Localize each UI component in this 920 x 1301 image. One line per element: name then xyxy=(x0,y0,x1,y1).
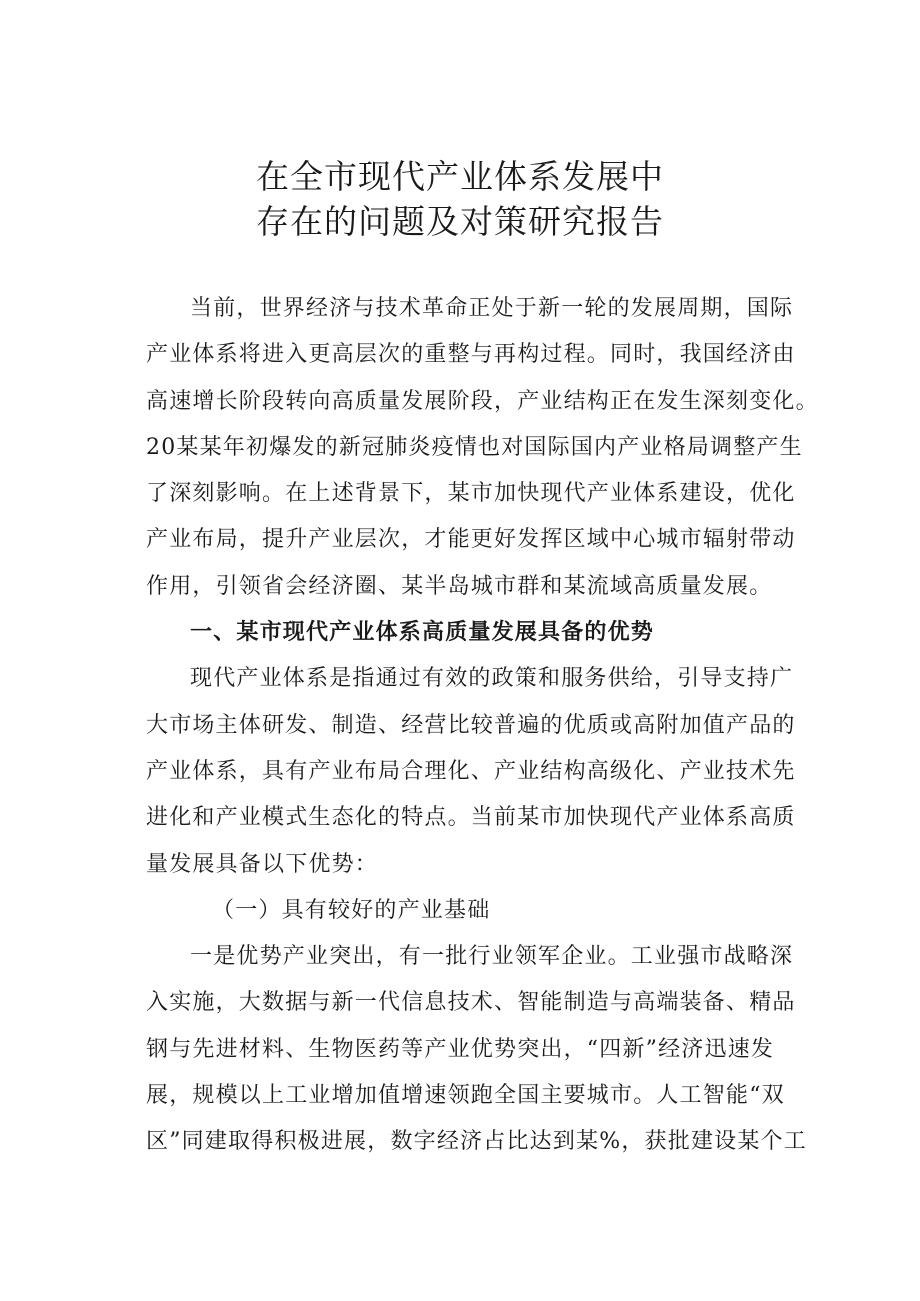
paragraph-line: 一是优势产业突出，有一批行业领军企业。工业强市战略深 xyxy=(190,944,794,970)
intro-paragraph xyxy=(146,286,819,610)
paragraph-line: 产业布局，提升产业层次，才能更好发挥区域中心城市辐射带动 xyxy=(146,527,796,553)
document-title-line-1: 在全市现代产业体系发展中 xyxy=(256,157,664,196)
subsection-paragraph xyxy=(146,934,806,1165)
subsection-heading: （一）具有较好的产业基础 xyxy=(212,897,491,923)
paragraph-line: 20某某年初爆发的新冠肺炎疫情也对国际国内产业格局调整产生 xyxy=(146,434,803,460)
section-paragraph xyxy=(146,656,806,887)
paragraph-line: 当前，世界经济与技术革命正处于新一轮的发展周期，国际 xyxy=(190,296,794,321)
paragraph-line: 产业体系将进入更高层次的重整与再构过程。同时，我国经济由 xyxy=(146,342,796,368)
paragraph-line: 大市场主体研发、制造、经营比较普遍的优质或高附加值产品的 xyxy=(146,712,796,738)
paragraph-line: 量发展具备以下优势： xyxy=(146,851,379,877)
paragraph-line: 作用，引领省会经济圈、某半岛城市群和某流域高质量发展。 xyxy=(146,573,773,599)
paragraph-line: 进化和产业模式生态化的特点。当前某市加快现代产业体系高质 xyxy=(146,805,796,831)
paragraph-line: 产业体系，具有产业布局合理化、产业结构高级化、产业技术先 xyxy=(146,758,796,784)
paragraph-line: 高速增长阶段转向高质量发展阶段，产业结构正在发生深刻变化。 xyxy=(146,388,819,414)
paragraph-line: 钢与先进材料、生物医药等产业优势突出，“四新”经济迅速发 xyxy=(146,1036,775,1062)
section-heading: 一、某市现代产业体系高质量发展具备的优势 xyxy=(190,620,655,646)
document-title-line-2: 存在的问题及对策研究报告 xyxy=(256,202,664,241)
paragraph-line: 现代产业体系是指通过有效的政策和服务供给，引导支持广 xyxy=(190,666,794,692)
paragraph-line: 了深刻影响。在上述背景下，某市加快现代产业体系建设，优化 xyxy=(146,481,796,507)
paragraph-line: 入实施，大数据与新一代信息技术、智能制造与高端装备、精品 xyxy=(146,990,796,1016)
paragraph-line: 区”同建取得积极进展，数字经济占比达到某%，获批建设某个工 xyxy=(146,1129,807,1155)
document-body xyxy=(146,286,819,1166)
paragraph-line: 展，规模以上工业增加值增速领跑全国主要城市。人工智能“双 xyxy=(146,1083,785,1109)
